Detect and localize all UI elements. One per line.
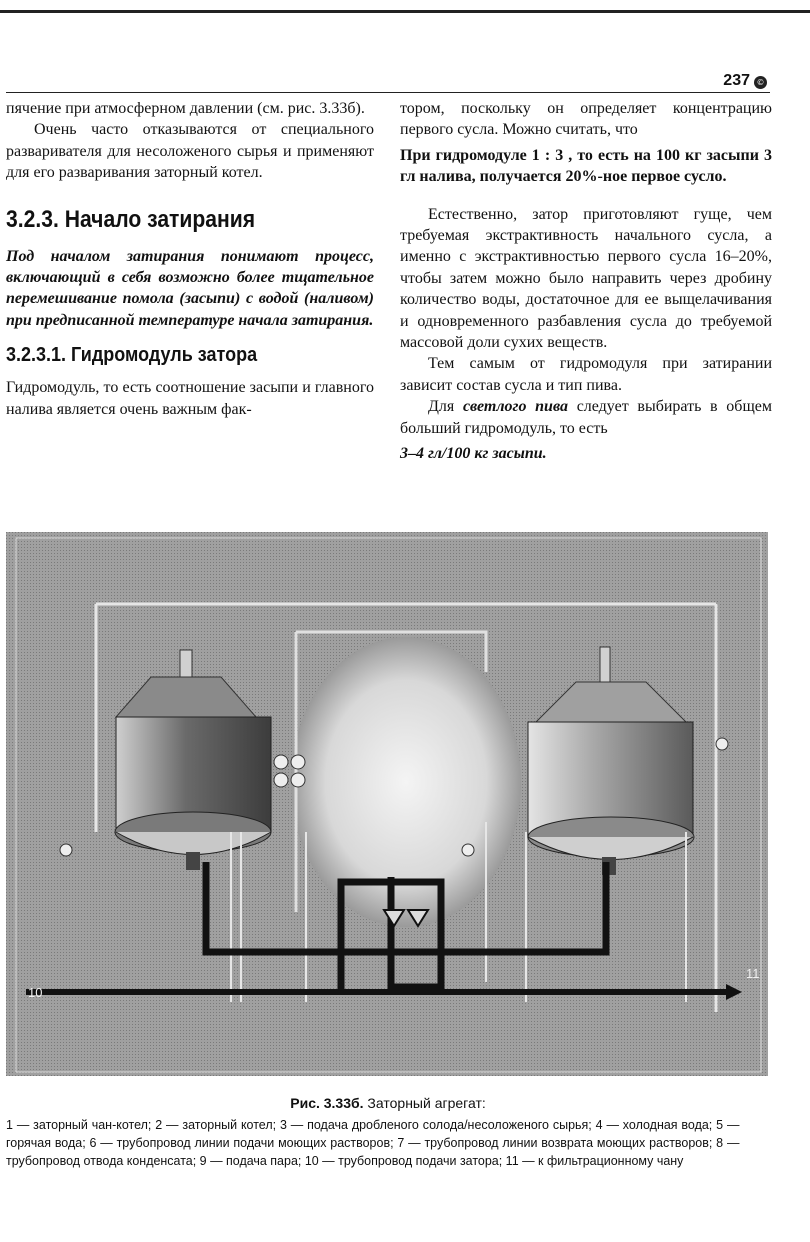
paragraph: Тем самым от гидромодуля при затирании зависит состав сусла и тип пива. (400, 355, 772, 394)
gauge-icon (291, 755, 305, 769)
mash-unit-drawing (6, 532, 768, 1076)
paragraph: Естественно, затор приготовляют гуще, чем требуемая экстрактивность начального сусла, а именно с экстрактивностью первого сусла 16–20%, чтобы затем можно было направить через дробину количество воды, достаточное для ее выщелачивания и одновременного разбавления сусла до требуемой массовой доли сухих веществ. (400, 205, 772, 352)
label-11: 11 (746, 966, 760, 981)
caption-legend: 1 — заторный чан-котел; 2 — заторный котел; 3 — подача дробленого солода/несоложеного сырья; 4 — холодная вода; 5 — горячая вода; 6 — трубопровод линии подачи моющих растворов; 7 — трубопровод линии возврата моющих растворов; 8 — трубопровод отвода конденсата; 9 — подача пара; 10 — трубопровод подачи затора; 11 — к фильтрационному чану (6, 1117, 740, 1168)
page-number: 237 (723, 72, 750, 89)
caption-title-text: Заторный агрегат: (363, 1095, 486, 1111)
text-run: Для (428, 398, 463, 416)
top-rule (0, 10, 810, 13)
paragraph: Очень часто отказываются от специального разваривателя для несоложеного сырья и применяют для его разваривания заторный котел. (6, 121, 374, 182)
rule-paragraph: При гидромодуле 1 : 3 , то есть на 100 кг засыпи 3 гл налива, получается 20%-ное первое сусло. (400, 146, 772, 186)
label-10: 10 (28, 985, 43, 1000)
caption-title (6, 1094, 770, 1112)
section-heading: 3.2.3. Начало затирания (6, 205, 256, 233)
subsection-heading: 3.2.3.1. Гидромодуль затора (6, 344, 258, 367)
right-column (400, 98, 772, 465)
paragraph: тором, поскольку он определяет концентрацию первого сусла. Можно считать, что (400, 100, 772, 139)
paragraph: пячение при атмосферном давлении (см. рис. 3.33б). (6, 100, 365, 117)
gauge-icon (274, 755, 288, 769)
gauge-icon (274, 773, 288, 787)
gauge-icon (462, 844, 474, 856)
emphasis: светлого пива (462, 398, 568, 416)
definition-paragraph: Под началом затирания понимают процесс, включающий в себя возможно более тщательное перемешивание помола (засыпи) с водой (наливом) при предписанной температуре начала затирания. (6, 247, 374, 329)
left-column (6, 98, 374, 420)
paragraph: Гидромодуль, то есть соотношение засыпи и главного налива является очень важным фак- (6, 379, 374, 418)
gauge-icon (291, 773, 305, 787)
header-rule (6, 92, 770, 93)
text-run: следует выбирать в общем больший гидромодуль, то есть (400, 398, 772, 437)
mash-unit-figure (6, 532, 768, 1076)
caption-number: Рис. 3.33б. (290, 1095, 364, 1111)
figure-caption (6, 1094, 770, 1170)
page-mark-icon: © (754, 76, 767, 89)
gauge-icon (60, 844, 72, 856)
gauge-icon (716, 738, 728, 750)
ratio-value: 3–4 гл/100 кг засыпи. (400, 445, 547, 463)
paragraph (400, 396, 772, 439)
